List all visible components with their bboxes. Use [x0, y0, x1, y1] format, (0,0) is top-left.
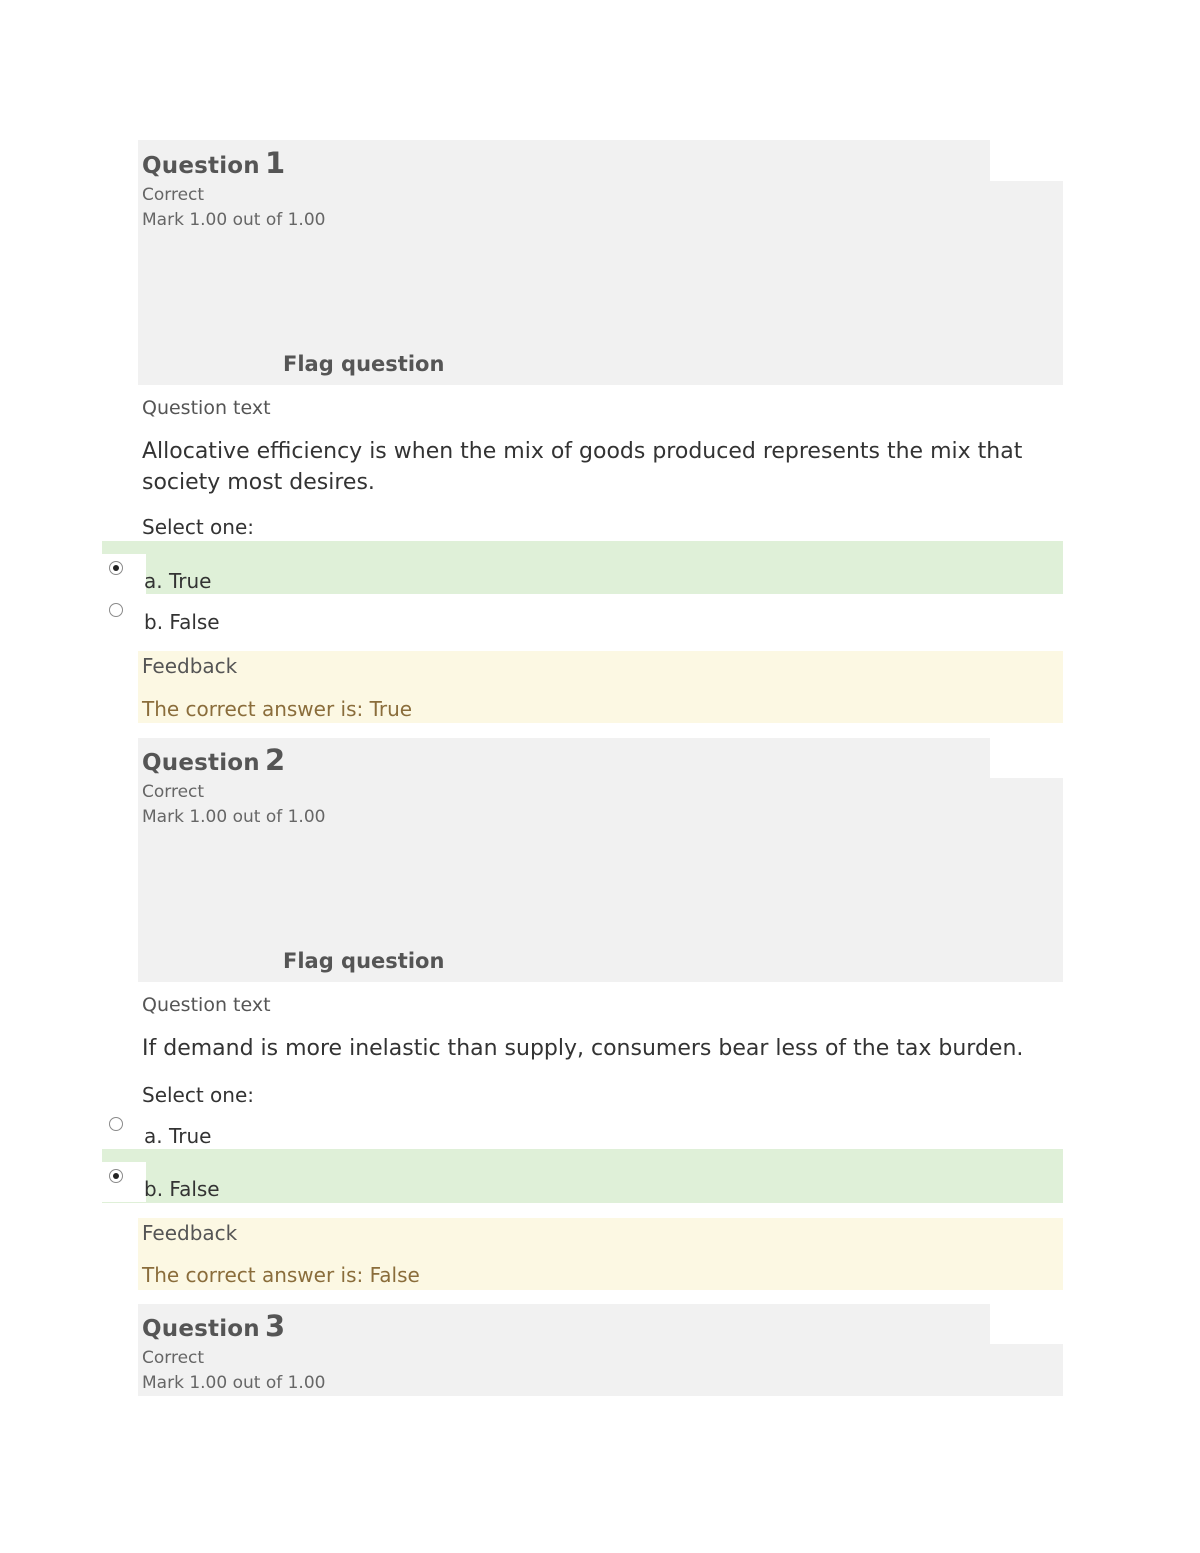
select-one-prompt: Select one:	[142, 515, 255, 539]
answer-option-label: b. False	[144, 610, 220, 634]
question-text: Allocative efficiency is when the mix of goods produced represents the mix that society most desires.	[142, 439, 1023, 495]
question-number-value: 2	[264, 743, 286, 777]
question-state: Correct	[142, 185, 205, 205]
select-one-prompt: Select one:	[142, 1083, 255, 1107]
answer-option-label: a. True	[144, 1124, 212, 1148]
question-state: Correct	[142, 782, 205, 802]
flag-question-link[interactable]: Flag question	[283, 949, 445, 973]
question-state: Correct	[142, 1348, 205, 1368]
question-number-value: 3	[264, 1309, 286, 1343]
correct-answer-text: The correct answer is: True	[142, 697, 413, 721]
question-text: If demand is more inelastic than supply, consumers bear less of the tax burden.	[142, 1036, 1024, 1061]
flag-question-link[interactable]: Flag question	[283, 352, 445, 376]
question-label: Question	[142, 153, 260, 179]
question-grade: Mark 1.00 out of 1.00	[142, 807, 326, 827]
question-text-label: Question text	[142, 994, 271, 1016]
question-text-label: Question text	[142, 397, 271, 419]
question-label: Question	[142, 1316, 260, 1342]
question-label: Question	[142, 750, 260, 776]
question-number-value: 1	[264, 146, 286, 180]
feedback-label: Feedback	[142, 654, 238, 678]
feedback-label: Feedback	[142, 1221, 238, 1245]
answer-option-label: a. True	[144, 569, 212, 593]
answer-option-label: b. False	[144, 1177, 220, 1201]
correct-answer-text: The correct answer is: False	[142, 1263, 420, 1287]
question-grade: Mark 1.00 out of 1.00	[142, 210, 326, 230]
question-grade: Mark 1.00 out of 1.00	[142, 1373, 326, 1393]
question-number	[142, 1309, 285, 1343]
